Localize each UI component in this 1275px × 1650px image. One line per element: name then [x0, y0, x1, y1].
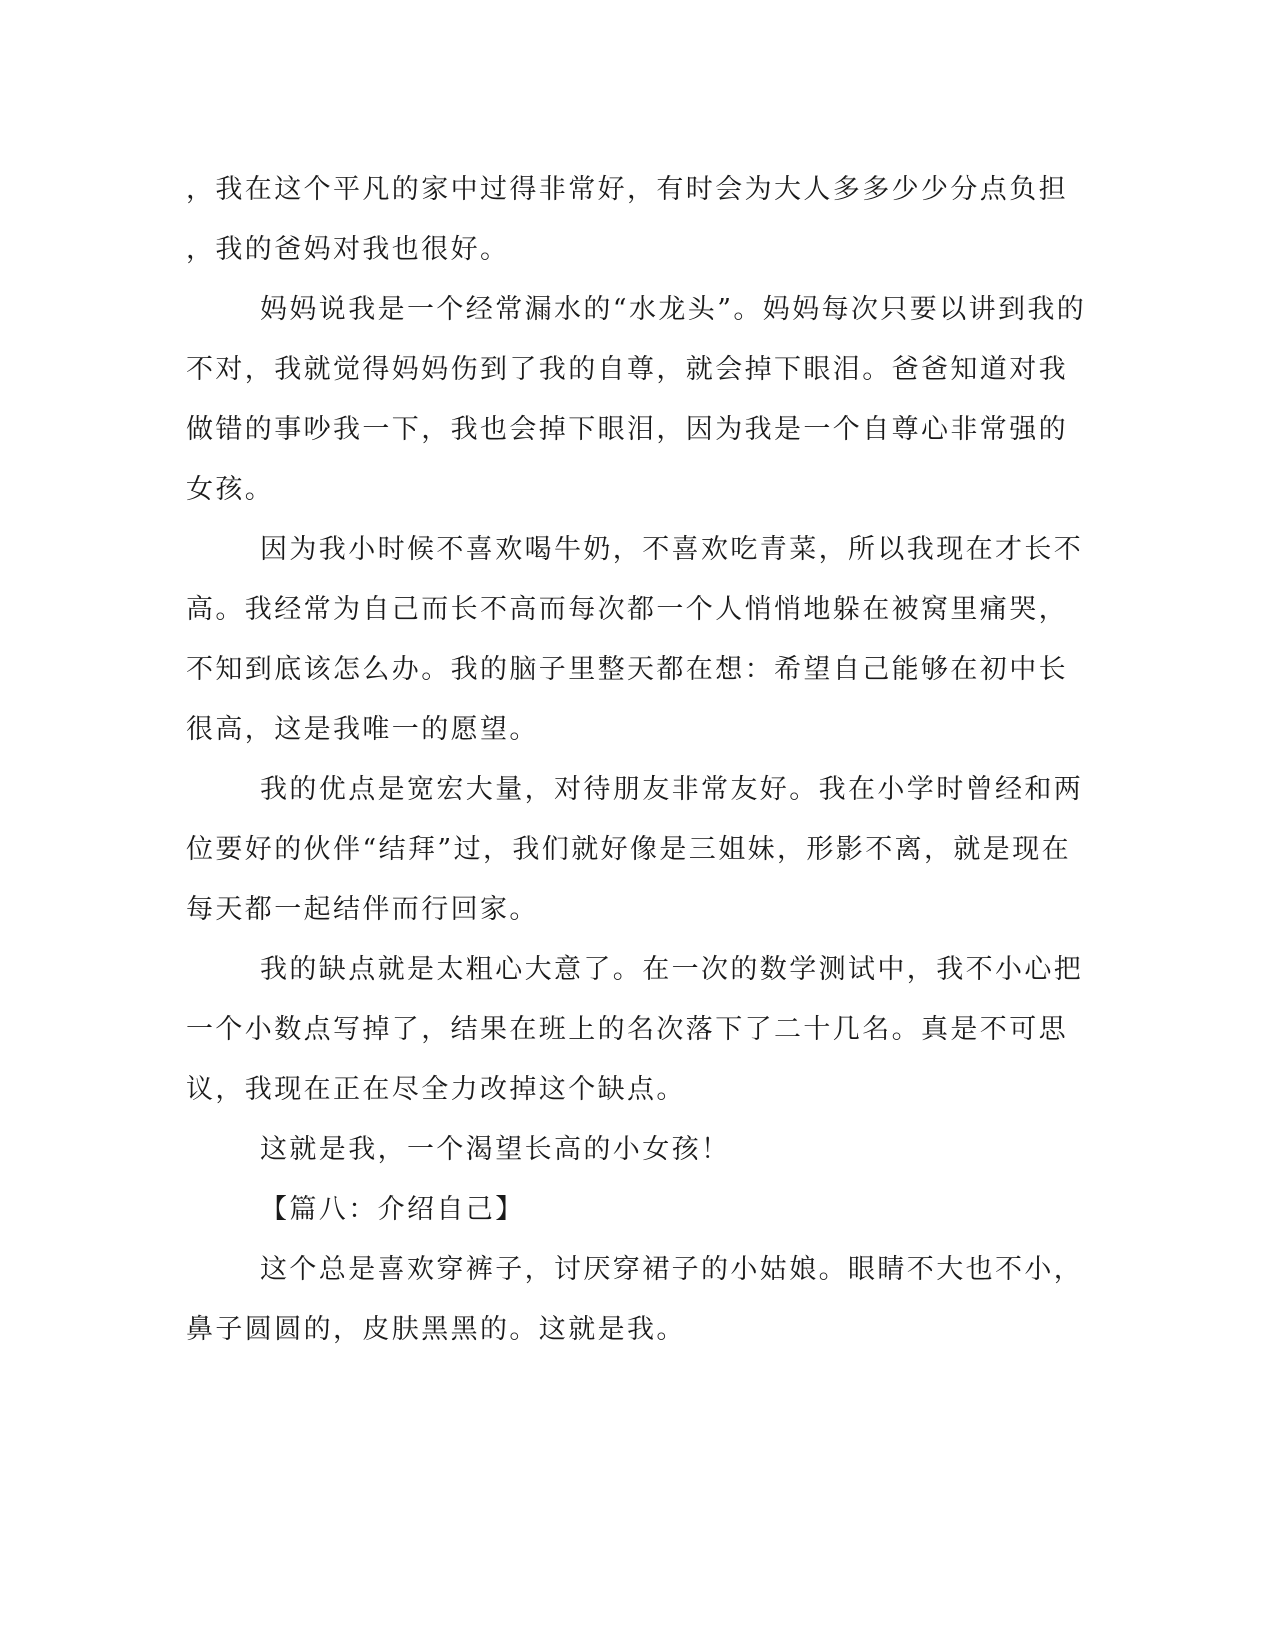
text-line: 每天都一起结伴而行回家。 — [186, 894, 539, 925]
text-line: 不知到底该怎么办。我的脑子里整天都在想：希望自己能够在初中长 — [186, 654, 1068, 685]
paragraph-start-line: 这个总是喜欢穿裤子，讨厌穿裙子的小姑娘。眼睛不大也不小， — [260, 1254, 1084, 1285]
text-line: 做错的事吵我一下，我也会掉下眼泪，因为我是一个自尊心非常强的 — [186, 414, 1068, 445]
text-line: 不对，我就觉得妈妈伤到了我的自尊，就会掉下眼泪。爸爸知道对我 — [186, 354, 1068, 385]
document-body — [186, 160, 1087, 1360]
text-line: ，我的爸妈对我也很好。 — [186, 234, 510, 265]
text-line: 很高，这是我唯一的愿望。 — [186, 714, 539, 745]
paragraph-start-line: 我的缺点就是太粗心大意了。在一次的数学测试中，我不小心把 — [260, 954, 1084, 985]
text-line: 女孩。 — [186, 474, 275, 505]
paragraph-start-line: 因为我小时候不喜欢喝牛奶，不喜欢吃青菜，所以我现在才长不 — [260, 534, 1084, 565]
text-line: 议，我现在正在尽全力改掉这个缺点。 — [186, 1074, 686, 1105]
paragraph-start-line: 妈妈说我是一个经常漏水的“水龙头”。妈妈每次只要以讲到我的 — [260, 294, 1087, 325]
text-line: 一个小数点写掉了，结果在班上的名次落下了二十几名。真是不可思 — [186, 1014, 1068, 1045]
section-heading: 【篇八：介绍自己】 — [260, 1194, 525, 1225]
text-line: 鼻子圆圆的，皮肤黑黑的。这就是我。 — [186, 1314, 686, 1345]
paragraph-start-line: 我的优点是宽宏大量，对待朋友非常友好。我在小学时曾经和两 — [260, 774, 1084, 805]
paragraph-start-line: 这就是我，一个渴望长高的小女孩！ — [260, 1134, 731, 1165]
text-line: 高。我经常为自己而长不高而每次都一个人悄悄地躲在被窝里痛哭， — [186, 594, 1068, 625]
text-line: ，我在这个平凡的家中过得非常好，有时会为大人多多少少分点负担 — [186, 174, 1068, 205]
text-line: 位要好的伙伴“结拜”过，我们就好像是三姐妹，形影不离，就是现在 — [186, 834, 1072, 865]
